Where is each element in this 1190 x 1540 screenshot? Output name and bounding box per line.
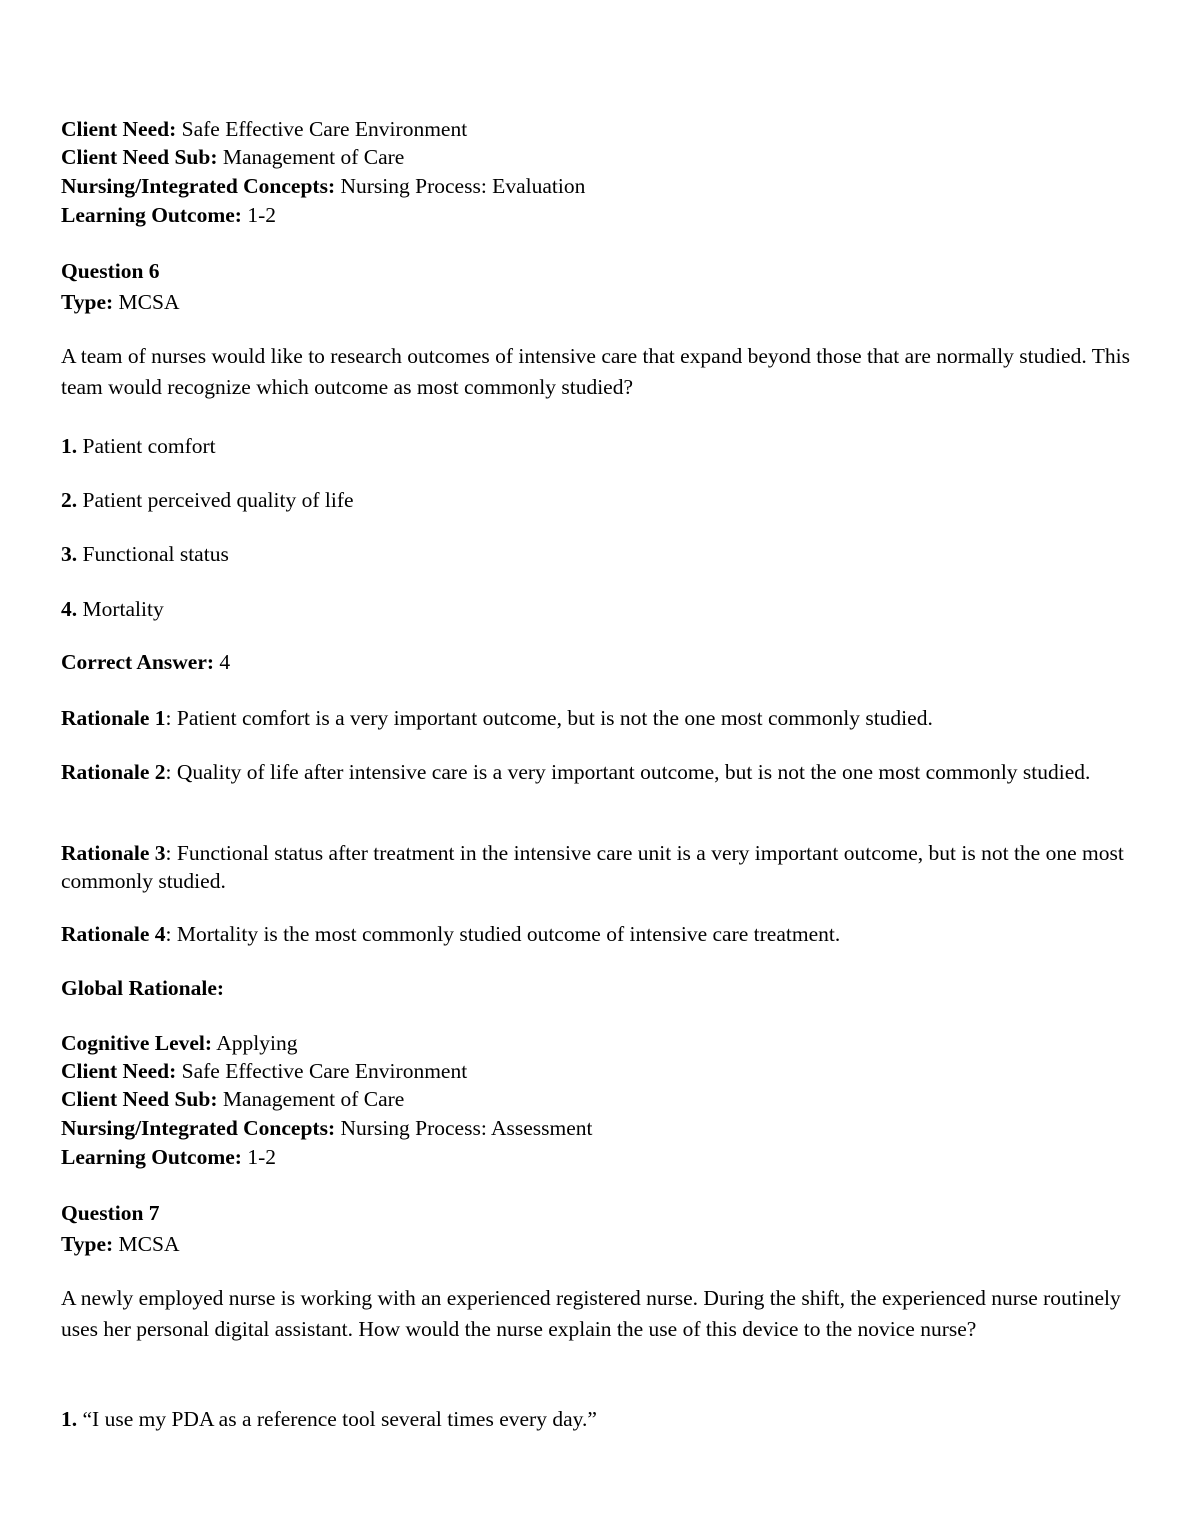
client-need-line: Client Need: Safe Effective Care Environment: [61, 1059, 468, 1083]
question-stem: A team of nurses would like to research outcomes of intensive care that expand beyond those that are normally studied. This team would recognize which outcome as most commonly studied?: [61, 344, 1130, 399]
rationale-item: Rationale 1: Patient comfort is a very important outcome, but is not the one most commonly studied.: [61, 706, 933, 730]
rationale-item: Rationale 4: Mortality is the most commonly studied outcome of intensive care treatment.: [61, 922, 841, 946]
question-title: Question 7: [61, 1201, 160, 1225]
client-need-sub-line: Client Need Sub: Management of Care: [61, 145, 405, 169]
answer-option: 1. Patient comfort: [61, 434, 216, 458]
client-need-sub-line: Client Need Sub: Management of Care: [61, 1087, 405, 1111]
question-stem: A newly employed nurse is working with an experienced registered nurse. During the shift, the experienced nurse routinely uses her personal digital assistant. How would the nurse explain the use of this device to the novice nurse?: [61, 1286, 1121, 1341]
question-type-line: Type: MCSA: [61, 290, 180, 314]
client-need-line: Client Need: Safe Effective Care Environment: [61, 117, 468, 141]
answer-option: 2. Patient perceived quality of life: [61, 488, 354, 512]
global-rationale-heading: Global Rationale:: [61, 976, 225, 1000]
rationale-item: Rationale 2: Quality of life after intensive care is a very important outcome, but is not the one most commonly studied.: [61, 760, 1091, 784]
rationale-item: Rationale 3: Functional status after treatment in the intensive care unit is a very important outcome, but is not the one most commonly studied.: [61, 841, 1124, 893]
answer-option: 1. “I use my PDA as a reference tool several times every day.”: [61, 1407, 597, 1431]
learning-outcome-line: Learning Outcome: 1-2: [61, 203, 276, 227]
question-title: Question 6: [61, 259, 160, 283]
question-type-line: Type: MCSA: [61, 1232, 180, 1256]
concepts-line: Nursing/Integrated Concepts: Nursing Process: Assessment: [61, 1116, 593, 1140]
learning-outcome-line: Learning Outcome: 1-2: [61, 1145, 276, 1169]
cognitive-level-line: Cognitive Level: Applying: [61, 1031, 298, 1055]
document-page: [61, 0, 1136, 1540]
answer-option: 3. Functional status: [61, 542, 229, 566]
answer-option: 4. Mortality: [61, 597, 164, 621]
concepts-line: Nursing/Integrated Concepts: Nursing Process: Evaluation: [61, 174, 586, 198]
correct-answer-line: Correct Answer: 4: [61, 650, 231, 674]
